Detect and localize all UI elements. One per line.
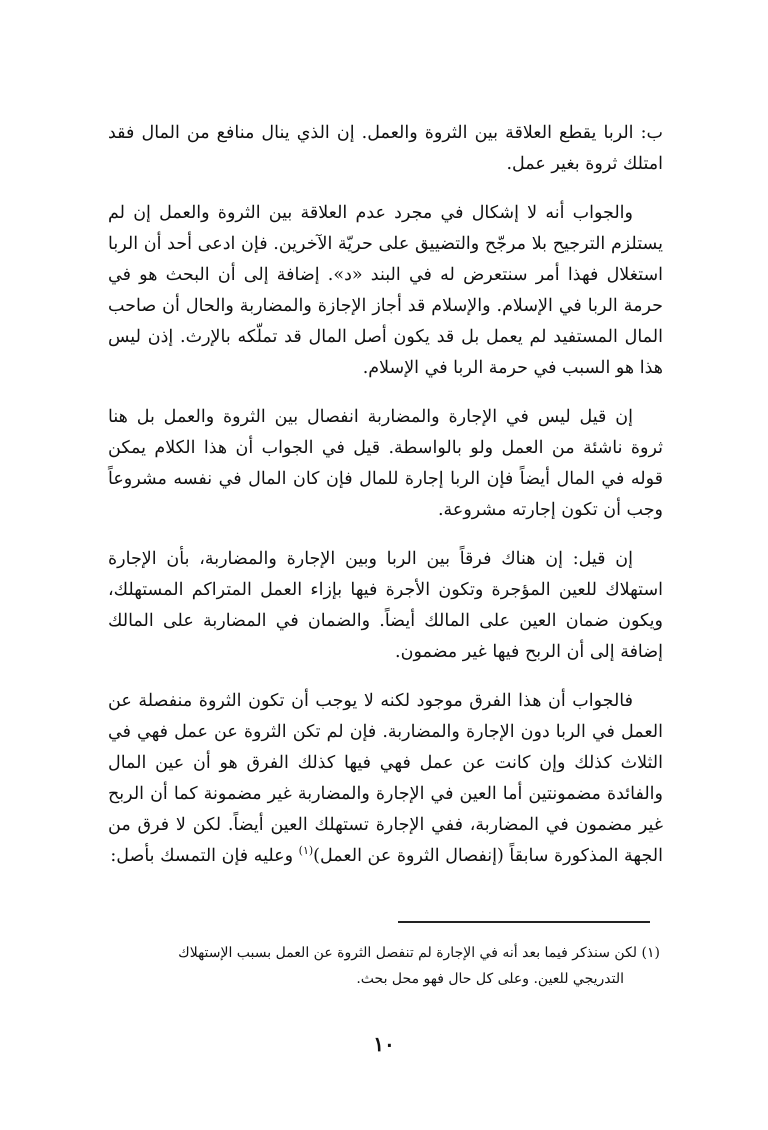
paragraph-1: ب: الربا يقطع العلاقة بين الثروة والعمل. إن الذي ينال منافع من المال فقد امتلك ثروة بغير عمل. xyxy=(108,123,663,174)
footnote-line-1: لكن سنذكر فيما بعد أنه في الإجارة لم تنفصل الثروة عن العمل بسبب الإستهلاك xyxy=(178,945,638,961)
body-text xyxy=(108,118,663,890)
paragraph-5 xyxy=(108,686,663,872)
footnote-reference[interactable]: (١) xyxy=(298,844,314,858)
paragraph-5-text: فالجواب أن هذا الفرق موجود لكنه لا يوجب أن تكون الثروة منفصلة عن العمل في الربا دون الإجارة والمضاربة. فإن لم تكن الثروة عن عمل فهي في الثلاث كذلك وإن كانت عن عمل فهي فيها كذلك الفرق هو أن عين المال والفائدة مضمونتين أما العين في الإجارة والمضاربة غير مضمونة كما أن الربح غير مضمون في المضاربة، ففي الإجارة تستهلك العين أيضاً. لكن لا فرق من الجهة المذكورة سابقاً (إنفصال الثروة عن العمل) xyxy=(108,691,663,866)
footnote xyxy=(60,940,660,992)
page-number: ١٠ xyxy=(373,1032,395,1056)
paragraph-3: إن قيل ليس في الإجارة والمضاربة انفصال بين الثروة والعمل بل هنا ثروة ناشئة من العمل ولو بالواسطة. قيل في الجواب أن هذا الكلام يمكن قوله في المال أيضاً فإن الربا إجارة للمال فإن كان المال في نفسه مشروعاً وجب أن تكون إجارته مشروعة. xyxy=(108,407,663,520)
footnote-divider xyxy=(398,921,650,923)
footnote-marker: (١) xyxy=(641,945,660,961)
paragraph-4: إن قيل: إن هناك فرقاً بين الربا وبين الإجارة والمضاربة، بأن الإجارة استهلاك للعين المؤجرة وتكون الأجرة فيها بإزاء العمل المتراكم المستهلك، ويكون ضمان العين على المالك أيضاً. والضمان في المضاربة على المالك إضافة إلى أن الربح فيها غير مضمون. xyxy=(108,549,663,662)
footnote-line-2: التدريجي للعين. وعلى كل حال فهو محل بحث. xyxy=(356,971,624,987)
paragraph-2: والجواب أنه لا إشكال في مجرد عدم العلاقة بين الثروة والعمل إن لم يستلزم الترجيح بلا مرجّح والتضييق على حريّة الآخرين. فإن ادعى أحد أن الربا استغلال فهذا أمر سنتعرض له في البند «د». إضافة إلى أن البحث هو في حرمة الربا في الإسلام. والإسلام قد أجاز الإجازة والمضاربة والحال أن صاحب المال المستفيد لم يعمل بل قد يكون أصل المال قد تملّكه بالإرث. إذن ليس هذا هو السبب في حرمة الربا في الإسلام. xyxy=(108,203,663,378)
paragraph-5-tail: وعليه فإن التمسك بأصل: xyxy=(110,846,299,866)
